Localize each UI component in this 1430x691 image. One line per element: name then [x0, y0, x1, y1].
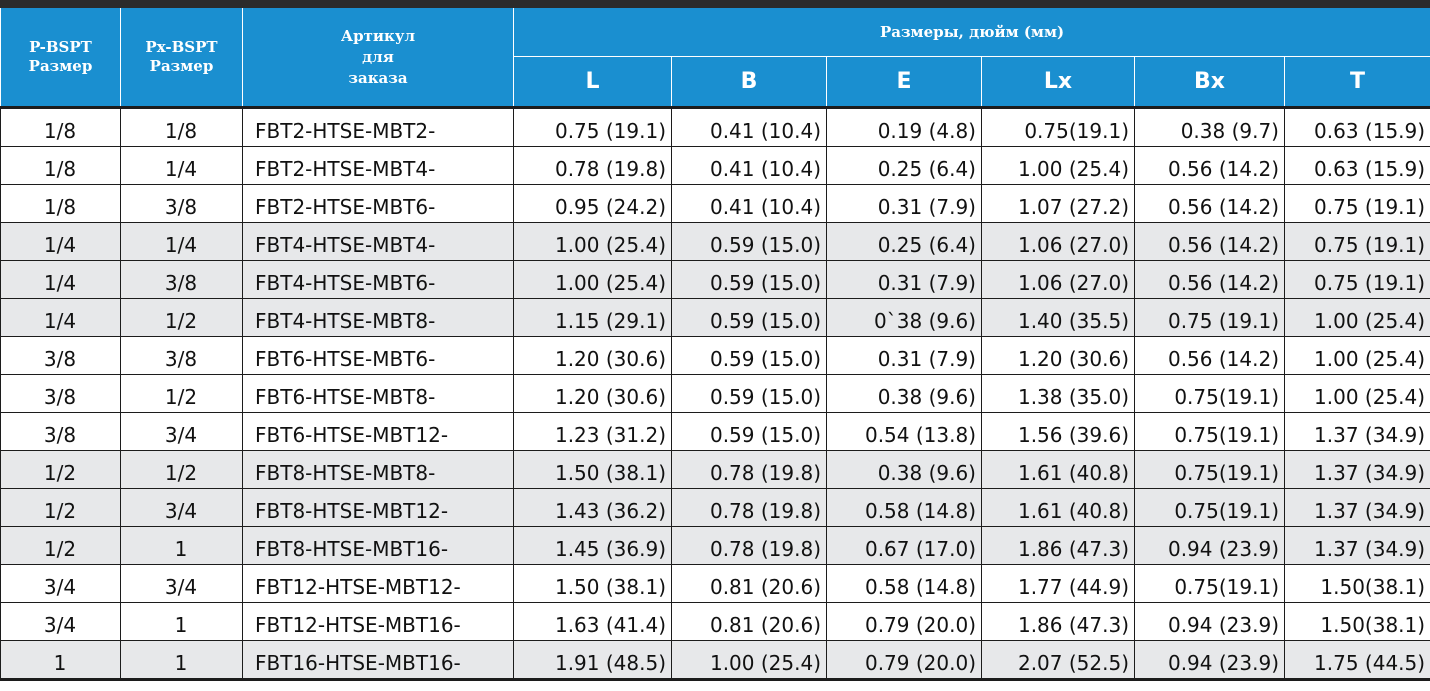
- cell-dim-e: 0.79 (20.0): [827, 641, 982, 680]
- cell-dim-b: 0.59 (15.0): [672, 223, 827, 261]
- cell-dim-e: 0.38 (9.6): [827, 375, 982, 413]
- cell-dim-bx: 0.56 (14.2): [1135, 261, 1285, 299]
- cell-dim-e: 0.25 (6.4): [827, 223, 982, 261]
- fittings-spec-table: [0, 8, 1430, 681]
- cell-dim-bx: 0.56 (14.2): [1135, 147, 1285, 185]
- header-dim-e: E: [827, 57, 982, 108]
- table-row: [1, 527, 1430, 565]
- cell-dim-l: 1.50 (38.1): [514, 565, 672, 603]
- cell-px-bspt: 1/2: [121, 375, 243, 413]
- cell-article: FBT2-HTSE-MBT6-: [243, 185, 514, 223]
- cell-p-bspt: 1/2: [1, 451, 121, 489]
- cell-p-bspt: 1/2: [1, 489, 121, 527]
- header-p-bspt-size: [1, 8, 121, 108]
- cell-article: FBT6-HTSE-MBT12-: [243, 413, 514, 451]
- cell-article: FBT8-HTSE-MBT12-: [243, 489, 514, 527]
- cell-article: FBT12-HTSE-MBT16-: [243, 603, 514, 641]
- cell-px-bspt: 1/4: [121, 147, 243, 185]
- cell-dim-t: 1.00 (25.4): [1285, 299, 1430, 337]
- cell-dim-e: 0.25 (6.4): [827, 147, 982, 185]
- table-row: [1, 565, 1430, 603]
- cell-dim-b: 0.78 (19.8): [672, 489, 827, 527]
- cell-dim-e: 0.58 (14.8): [827, 565, 982, 603]
- header-px-bspt-line2: Размер: [149, 57, 214, 75]
- cell-dim-l: 1.20 (30.6): [514, 337, 672, 375]
- cell-dim-lx: 1.77 (44.9): [982, 565, 1135, 603]
- cell-dim-b: 0.78 (19.8): [672, 527, 827, 565]
- cell-dim-t: 0.75 (19.1): [1285, 223, 1430, 261]
- table-row: [1, 185, 1430, 223]
- cell-dim-bx: 0.75 (19.1): [1135, 299, 1285, 337]
- cell-article: FBT4-HTSE-MBT8-: [243, 299, 514, 337]
- cell-dim-l: 1.23 (31.2): [514, 413, 672, 451]
- header-article-line2: для: [362, 47, 394, 66]
- cell-p-bspt: 3/4: [1, 603, 121, 641]
- cell-dim-lx: 1.40 (35.5): [982, 299, 1135, 337]
- cell-dim-b: 0.59 (15.0): [672, 413, 827, 451]
- cell-dim-t: 0.63 (15.9): [1285, 147, 1430, 185]
- table-row: [1, 413, 1430, 451]
- cell-px-bspt: 3/4: [121, 565, 243, 603]
- cell-article: FBT2-HTSE-MBT2-: [243, 108, 514, 147]
- cell-dim-b: 0.41 (10.4): [672, 185, 827, 223]
- cell-dim-l: 0.78 (19.8): [514, 147, 672, 185]
- table-row: [1, 489, 1430, 527]
- header-dim-lx: Lx: [982, 57, 1135, 108]
- header-dim-t: T: [1285, 57, 1430, 108]
- cell-dim-b: 1.00 (25.4): [672, 641, 827, 680]
- header-dim-l: L: [514, 57, 672, 108]
- cell-dim-b: 0.81 (20.6): [672, 603, 827, 641]
- cell-dim-lx: 1.86 (47.3): [982, 603, 1135, 641]
- cell-dim-e: 0.31 (7.9): [827, 261, 982, 299]
- cell-px-bspt: 3/4: [121, 413, 243, 451]
- cell-dim-lx: 1.61 (40.8): [982, 451, 1135, 489]
- cell-dim-b: 0.81 (20.6): [672, 565, 827, 603]
- cell-px-bspt: 3/8: [121, 337, 243, 375]
- cell-p-bspt: 1/4: [1, 299, 121, 337]
- cell-dim-l: 1.91 (48.5): [514, 641, 672, 680]
- cell-dim-e: 0.58 (14.8): [827, 489, 982, 527]
- cell-p-bspt: 3/8: [1, 413, 121, 451]
- header-dim-b: B: [672, 57, 827, 108]
- table-body: [1, 108, 1430, 680]
- cell-dim-b: 0.41 (10.4): [672, 147, 827, 185]
- cell-px-bspt: 1/2: [121, 299, 243, 337]
- cell-dim-lx: 1.07 (27.2): [982, 185, 1135, 223]
- cell-dim-l: 1.00 (25.4): [514, 261, 672, 299]
- cell-px-bspt: 1/2: [121, 451, 243, 489]
- cell-p-bspt: 1/8: [1, 108, 121, 147]
- cell-article: FBT4-HTSE-MBT4-: [243, 223, 514, 261]
- cell-dim-bx: 0.56 (14.2): [1135, 337, 1285, 375]
- cell-dim-bx: 0.75(19.1): [1135, 413, 1285, 451]
- cell-dim-t: 1.50(38.1): [1285, 603, 1430, 641]
- table-row: [1, 451, 1430, 489]
- header-article-line1: Артикул: [340, 26, 416, 45]
- table-row: [1, 641, 1430, 680]
- cell-p-bspt: 3/8: [1, 337, 121, 375]
- cell-dim-t: 1.75 (44.5): [1285, 641, 1430, 680]
- cell-dim-b: 0.59 (15.0): [672, 299, 827, 337]
- table-header: [1, 8, 1430, 108]
- cell-dim-e: 0.31 (7.9): [827, 337, 982, 375]
- cell-dim-lx: 1.38 (35.0): [982, 375, 1135, 413]
- cell-dim-bx: 0.38 (9.7): [1135, 108, 1285, 147]
- cell-dim-e: 0.67 (17.0): [827, 527, 982, 565]
- cell-dim-b: 0.59 (15.0): [672, 337, 827, 375]
- cell-dim-t: 1.37 (34.9): [1285, 527, 1430, 565]
- table-row: [1, 375, 1430, 413]
- cell-px-bspt: 3/4: [121, 489, 243, 527]
- cell-dim-l: 1.20 (30.6): [514, 375, 672, 413]
- header-dim-bx: Bx: [1135, 57, 1285, 108]
- cell-article: FBT6-HTSE-MBT6-: [243, 337, 514, 375]
- cell-article: FBT8-HTSE-MBT16-: [243, 527, 514, 565]
- cell-dim-e: 0.38 (9.6): [827, 451, 982, 489]
- cell-dim-bx: 0.75(19.1): [1135, 451, 1285, 489]
- cell-px-bspt: 1/4: [121, 223, 243, 261]
- cell-dim-b: 0.59 (15.0): [672, 261, 827, 299]
- cell-dim-lx: 1.61 (40.8): [982, 489, 1135, 527]
- cell-dim-l: 0.95 (24.2): [514, 185, 672, 223]
- cell-dim-bx: 0.94 (23.9): [1135, 527, 1285, 565]
- cell-px-bspt: 1: [121, 527, 243, 565]
- table-row: [1, 223, 1430, 261]
- cell-article: FBT8-HTSE-MBT8-: [243, 451, 514, 489]
- cell-dim-lx: 1.00 (25.4): [982, 147, 1135, 185]
- header-px-bspt-line1: Px-BSPT: [145, 38, 218, 56]
- cell-dim-l: 0.75 (19.1): [514, 108, 672, 147]
- header-px-bspt-size: [121, 8, 243, 108]
- cell-dim-l: 1.45 (36.9): [514, 527, 672, 565]
- cell-article: FBT2-HTSE-MBT4-: [243, 147, 514, 185]
- cell-dim-lx: 1.86 (47.3): [982, 527, 1135, 565]
- cell-dim-e: 0.31 (7.9): [827, 185, 982, 223]
- cell-dim-lx: 1.20 (30.6): [982, 337, 1135, 375]
- cell-dim-e: 0.54 (13.8): [827, 413, 982, 451]
- cell-dim-e: 0.79 (20.0): [827, 603, 982, 641]
- cell-dim-b: 0.41 (10.4): [672, 108, 827, 147]
- cell-dim-t: 0.63 (15.9): [1285, 108, 1430, 147]
- cell-dim-l: 1.43 (36.2): [514, 489, 672, 527]
- cell-p-bspt: 1: [1, 641, 121, 680]
- cell-p-bspt: 1/8: [1, 185, 121, 223]
- cell-dim-lx: 1.06 (27.0): [982, 261, 1135, 299]
- cell-px-bspt: 3/8: [121, 261, 243, 299]
- cell-px-bspt: 1: [121, 603, 243, 641]
- cell-article: FBT12-HTSE-MBT12-: [243, 565, 514, 603]
- cell-dim-t: 1.37 (34.9): [1285, 489, 1430, 527]
- header-p-bspt-line2: Размер: [28, 57, 93, 75]
- cell-dim-t: 1.50(38.1): [1285, 565, 1430, 603]
- table-row: [1, 299, 1430, 337]
- table-row: [1, 261, 1430, 299]
- table-row: [1, 337, 1430, 375]
- cell-dim-bx: 0.94 (23.9): [1135, 641, 1285, 680]
- cell-dim-e: 0`38 (9.6): [827, 299, 982, 337]
- cell-dim-l: 1.63 (41.4): [514, 603, 672, 641]
- header-dimensions-group: Размеры, дюйм (мм): [514, 8, 1430, 57]
- cell-dim-b: 0.78 (19.8): [672, 451, 827, 489]
- cell-dim-t: 0.75 (19.1): [1285, 261, 1430, 299]
- table-row: [1, 108, 1430, 147]
- cell-px-bspt: 3/8: [121, 185, 243, 223]
- header-article-line3: заказа: [348, 68, 408, 87]
- header-p-bspt-line1: P-BSPT: [29, 38, 92, 56]
- cell-dim-t: 1.00 (25.4): [1285, 375, 1430, 413]
- cell-px-bspt: 1/8: [121, 108, 243, 147]
- cell-dim-bx: 0.75(19.1): [1135, 565, 1285, 603]
- cell-dim-t: 1.37 (34.9): [1285, 413, 1430, 451]
- table-row: [1, 603, 1430, 641]
- cell-dim-l: 1.00 (25.4): [514, 223, 672, 261]
- cell-dim-l: 1.50 (38.1): [514, 451, 672, 489]
- cell-dim-lx: 2.07 (52.5): [982, 641, 1135, 680]
- cell-dim-t: 1.37 (34.9): [1285, 451, 1430, 489]
- cell-article: FBT4-HTSE-MBT6-: [243, 261, 514, 299]
- top-border-bar: [0, 0, 1430, 8]
- cell-dim-lx: 1.06 (27.0): [982, 223, 1135, 261]
- header-article-number: [243, 8, 514, 108]
- cell-p-bspt: 1/8: [1, 147, 121, 185]
- cell-dim-lx: 0.75(19.1): [982, 108, 1135, 147]
- cell-p-bspt: 3/8: [1, 375, 121, 413]
- table-row: [1, 147, 1430, 185]
- cell-article: FBT6-HTSE-MBT8-: [243, 375, 514, 413]
- cell-dim-lx: 1.56 (39.6): [982, 413, 1135, 451]
- cell-dim-t: 1.00 (25.4): [1285, 337, 1430, 375]
- cell-dim-e: 0.19 (4.8): [827, 108, 982, 147]
- cell-dim-bx: 0.56 (14.2): [1135, 223, 1285, 261]
- cell-dim-bx: 0.94 (23.9): [1135, 603, 1285, 641]
- cell-dim-bx: 0.75(19.1): [1135, 375, 1285, 413]
- cell-p-bspt: 3/4: [1, 565, 121, 603]
- cell-px-bspt: 1: [121, 641, 243, 680]
- cell-p-bspt: 1/4: [1, 223, 121, 261]
- cell-article: FBT16-HTSE-MBT16-: [243, 641, 514, 680]
- cell-dim-b: 0.59 (15.0): [672, 375, 827, 413]
- cell-p-bspt: 1/4: [1, 261, 121, 299]
- cell-dim-bx: 0.75(19.1): [1135, 489, 1285, 527]
- cell-dim-t: 0.75 (19.1): [1285, 185, 1430, 223]
- cell-dim-bx: 0.56 (14.2): [1135, 185, 1285, 223]
- cell-p-bspt: 1/2: [1, 527, 121, 565]
- cell-dim-l: 1.15 (29.1): [514, 299, 672, 337]
